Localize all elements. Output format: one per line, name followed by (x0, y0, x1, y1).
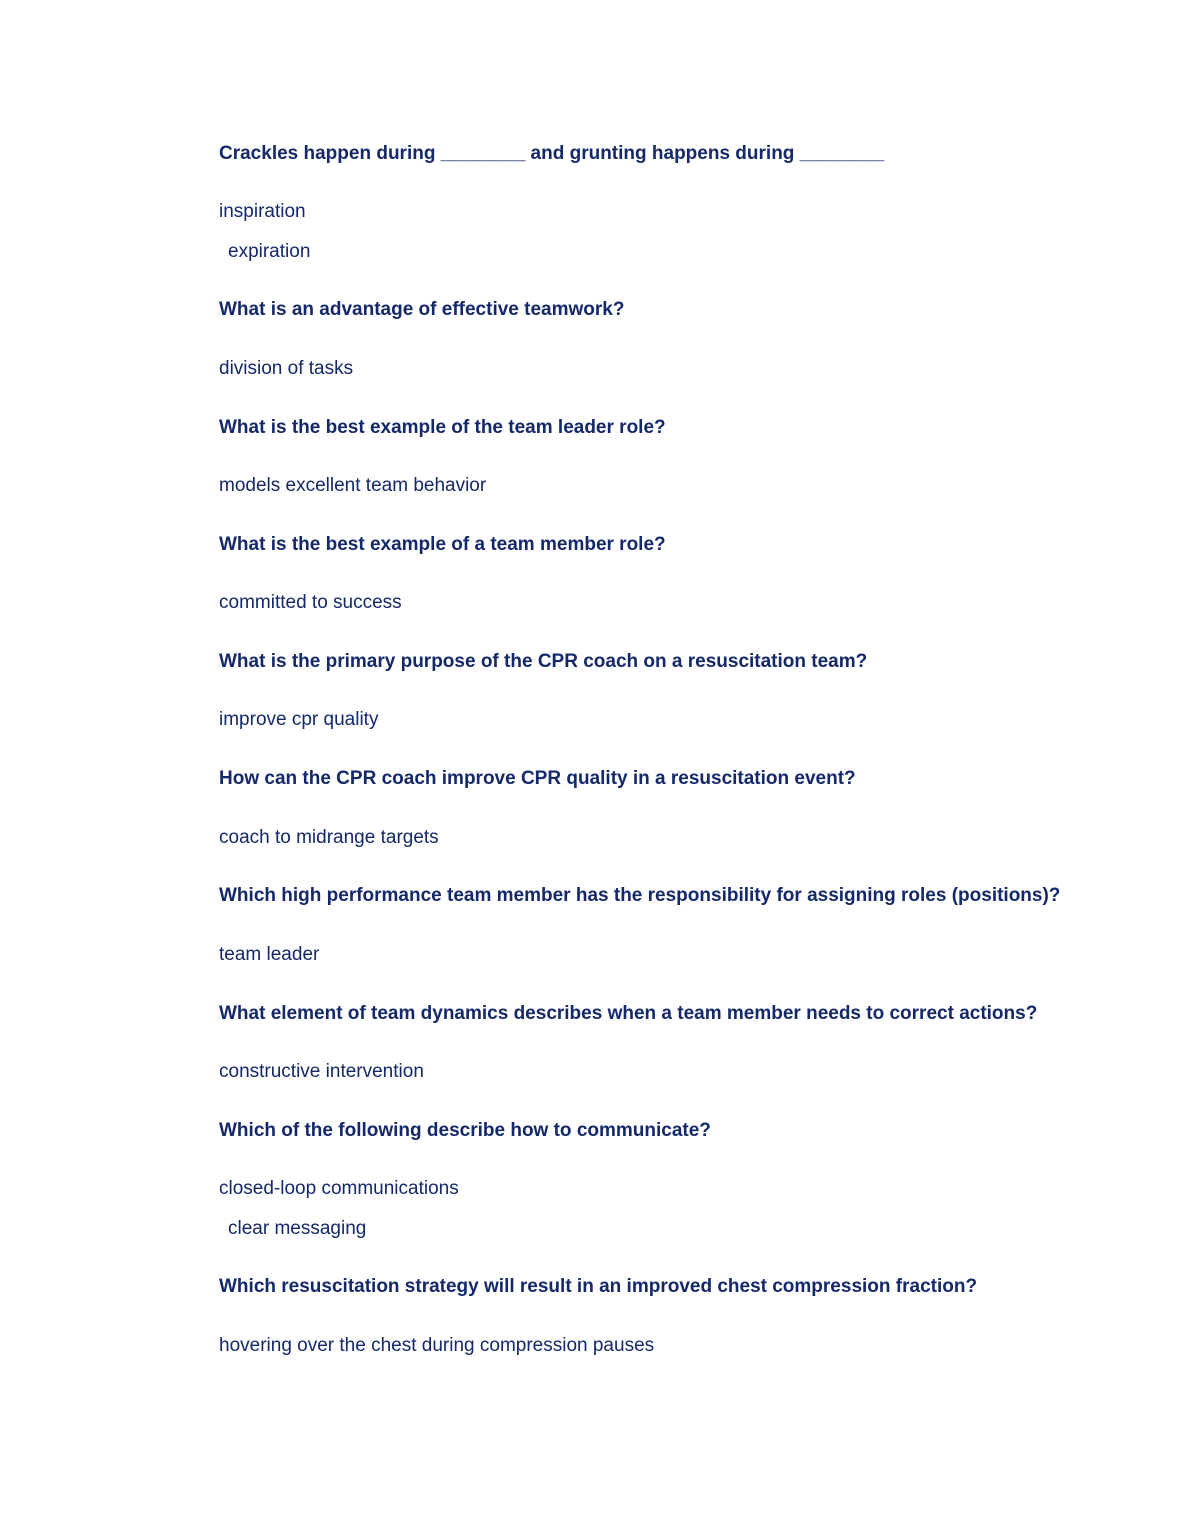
answer-5-1: improve cpr quality (219, 709, 379, 730)
answer-2-1: division of tasks (219, 358, 354, 379)
answer-9-1: closed-loop communications (219, 1178, 459, 1199)
question-10: Which resuscitation strategy will result in an improved chest compression fraction? (219, 1276, 978, 1297)
question-6: How can the CPR coach improve CPR quality in a resuscitation event? (219, 768, 856, 789)
answer-8-1: constructive intervention (219, 1061, 424, 1082)
answer-9-2: clear messaging (228, 1218, 367, 1239)
answer-7-1: team leader (219, 944, 320, 965)
answer-10-1: hovering over the chest during compression pauses (219, 1335, 655, 1356)
question-4: What is the best example of a team member role? (219, 534, 666, 555)
question-7: Which high performance team member has the responsibility for assigning roles (positions)? (219, 885, 1061, 906)
answer-1-2: expiration (228, 241, 311, 262)
document-page (219, 0, 1119, 1540)
answer-3-1: models excellent team behavior (219, 475, 487, 496)
answer-1-1: inspiration (219, 201, 306, 222)
question-8: What element of team dynamics describes when a team member needs to correct actions? (219, 1003, 1038, 1024)
question-3: What is the best example of the team leader role? (219, 417, 666, 438)
question-9: Which of the following describe how to communicate? (219, 1120, 711, 1141)
answer-4-1: committed to success (219, 592, 402, 613)
question-1: Crackles happen during ________ and grunting happens during ________ (219, 143, 885, 164)
answer-6-1: coach to midrange targets (219, 827, 439, 848)
question-2: What is an advantage of effective teamwork? (219, 299, 625, 320)
question-5: What is the primary purpose of the CPR coach on a resuscitation team? (219, 651, 868, 672)
